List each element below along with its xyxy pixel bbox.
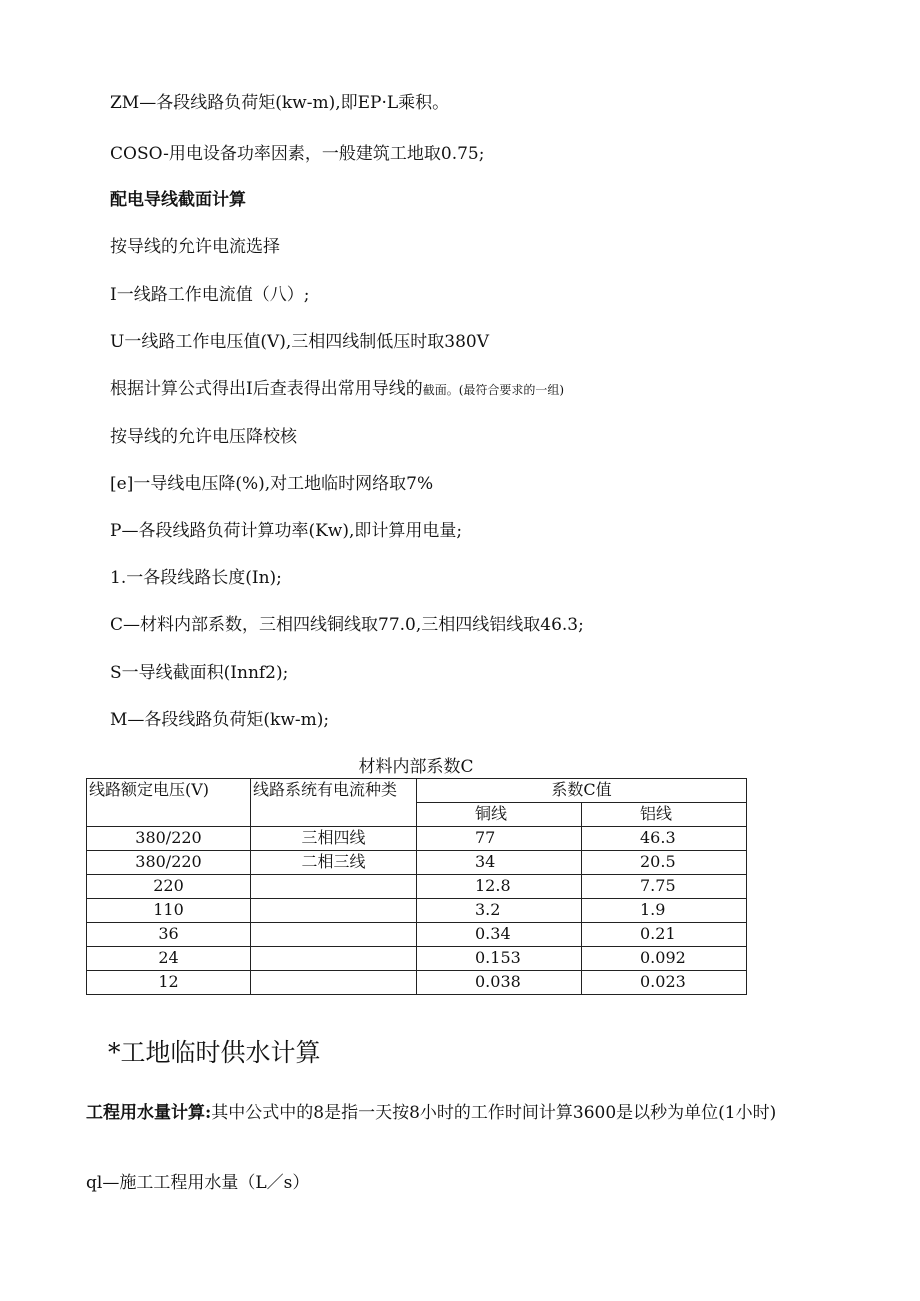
- cell-copper: 34: [417, 851, 582, 875]
- line-c-coef: C—材料内部系数，三相四线铜线取77.0,三相四线铝线取46.3;: [110, 615, 584, 635]
- table-row: [87, 851, 747, 875]
- table-row: [87, 827, 747, 851]
- header-copper: 铜线: [417, 803, 582, 827]
- line-length: 1.一各段线路长度(In);: [110, 568, 282, 588]
- header-aluminum: 铝线: [582, 803, 747, 827]
- cell-copper: 0.153: [417, 947, 582, 971]
- cell-voltage: 12: [87, 971, 251, 995]
- table-caption: 材料内部系数C: [358, 757, 474, 777]
- line-table-lookup-small: 截面。(最符合要求的一组): [422, 383, 565, 397]
- line-coso: COSO-用电设备功率因素，一般建筑工地取0.75;: [110, 144, 485, 164]
- water-paragraph-text: 其中公式中的8是指一天按8小时的工作时间计算3600是以秒为单位(1小时): [211, 1103, 777, 1123]
- cell-system: [251, 875, 417, 899]
- table-row: [87, 971, 747, 995]
- cell-voltage: 110: [87, 899, 251, 923]
- table-row: [87, 899, 747, 923]
- header-coef: 系数C值: [417, 779, 747, 803]
- header-voltage: 线路额定电压(V): [87, 779, 251, 827]
- cell-system: [251, 899, 417, 923]
- line-e-drop: [e]一导线电压降(%),对工地临时网络取7%: [110, 474, 434, 494]
- line-q1: ql—施工工程用水量（L／s）: [86, 1173, 310, 1193]
- cell-aluminum: 1.9: [582, 899, 747, 923]
- water-paragraph: [86, 1102, 846, 1125]
- line-current-selection: 按导线的允许电流选择: [110, 237, 280, 257]
- cell-aluminum: 0.21: [582, 923, 747, 947]
- cell-system: 二相三线: [251, 851, 417, 875]
- line-zm: ZM—各段线路负荷矩(kw-m),即EP·L乘积。: [110, 93, 450, 113]
- line-s-area: S一导线截面积(Innf2);: [110, 663, 289, 683]
- table-row: [87, 947, 747, 971]
- cell-copper: 3.2: [417, 899, 582, 923]
- line-voltage-drop-check: 按导线的允许电压降校核: [110, 427, 297, 447]
- section-heading-water: *工地临时供水计算: [108, 1038, 321, 1067]
- cell-voltage: 24: [87, 947, 251, 971]
- line-voltage-value: U一线路工作电压值(V),三相四线制低压时取380V: [110, 332, 489, 352]
- cell-aluminum: 20.5: [582, 851, 747, 875]
- cell-aluminum: 46.3: [582, 827, 747, 851]
- cell-system: [251, 923, 417, 947]
- cell-aluminum: 0.023: [582, 971, 747, 995]
- coefficient-table: [86, 778, 747, 995]
- line-m-moment: M—各段线路负荷矩(kw-m);: [110, 710, 330, 730]
- line-current-value: I一线路工作电流值（八）;: [110, 285, 310, 305]
- subheading-wire-section: 配电导线截面计算: [110, 190, 246, 210]
- cell-voltage: 380/220: [87, 851, 251, 875]
- cell-copper: 12.8: [417, 875, 582, 899]
- cell-copper: 77: [417, 827, 582, 851]
- cell-system: [251, 947, 417, 971]
- table-row: [87, 923, 747, 947]
- water-paragraph-label: 工程用水量计算:: [86, 1103, 212, 1123]
- table-header-row-1: [87, 779, 747, 803]
- cell-aluminum: 0.092: [582, 947, 747, 971]
- cell-copper: 0.038: [417, 971, 582, 995]
- cell-copper: 0.34: [417, 923, 582, 947]
- line-table-lookup-main: 根据计算公式得出I后查表得出常用导线的: [110, 379, 423, 399]
- cell-voltage: 36: [87, 923, 251, 947]
- cell-voltage: 220: [87, 875, 251, 899]
- header-system: 线路系统有电流种类: [251, 779, 417, 827]
- line-p-power: P—各段线路负荷计算功率(Kw),即计算用电量;: [110, 521, 463, 541]
- table-row: [87, 875, 747, 899]
- cell-system: [251, 971, 417, 995]
- cell-aluminum: 7.75: [582, 875, 747, 899]
- cell-voltage: 380/220: [87, 827, 251, 851]
- line-table-lookup: [110, 378, 564, 401]
- cell-system: 三相四线: [251, 827, 417, 851]
